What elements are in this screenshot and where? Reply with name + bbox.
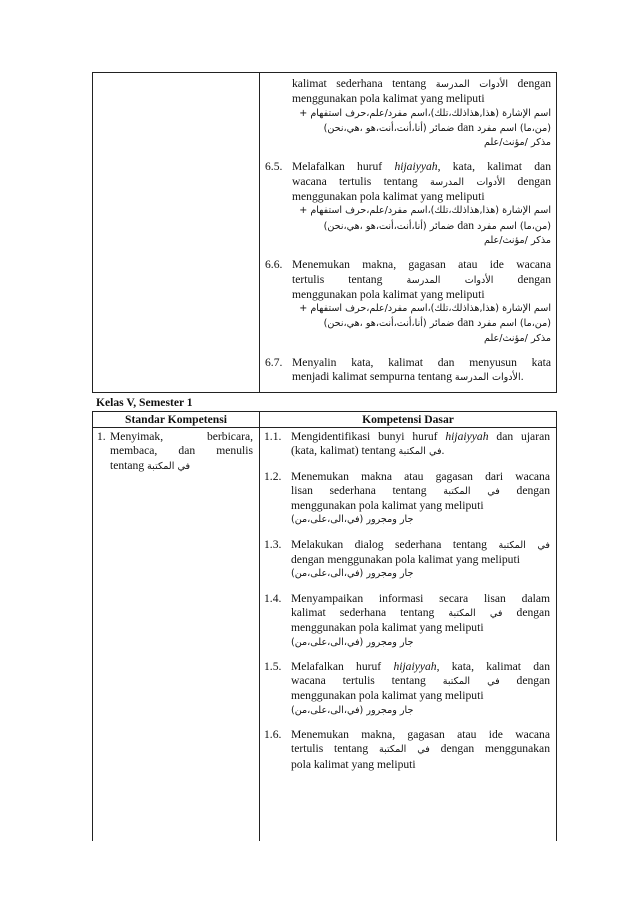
arabic-line: جار ومجرور (في،الى،على،من) — [291, 704, 414, 716]
text-line: Menyalin kata, kalimat dan menyusun kata — [292, 356, 551, 370]
text-segment: kalimat sederhana tentang — [291, 605, 435, 619]
text-line — [292, 175, 551, 190]
kd-item-6-5 — [265, 160, 551, 248]
text-line: membaca, dan menulis — [110, 444, 253, 458]
item-number: 6.5. — [265, 160, 283, 174]
sk-item-1 — [97, 430, 253, 474]
arabic-term: في المكتبة — [398, 446, 442, 458]
item-number: 6.6. — [265, 258, 283, 272]
text-line — [292, 77, 551, 92]
text-line — [291, 742, 550, 757]
kd-item-6-7 — [265, 356, 551, 386]
text-line — [292, 160, 551, 174]
text-segment: dengan — [517, 272, 551, 286]
text-segment: dengan — [517, 77, 552, 90]
arabic-line: مذكر /مؤنث/علم — [483, 332, 551, 344]
dan-word: dan — [457, 218, 475, 232]
arabic-term: الأدوات المدرسة — [430, 176, 506, 188]
curriculum-table — [92, 411, 557, 841]
item-number: 1.1. — [264, 430, 282, 443]
text-line — [291, 606, 550, 621]
text-segment: , kata, kalimat dan — [436, 659, 550, 673]
item-number: 1.4. — [264, 591, 282, 605]
text-line: pola kalimat yang meliputi — [291, 757, 416, 771]
column-header-kompetensi-dasar: Kompetensi Dasar — [362, 413, 454, 426]
text-line: menggunakan pola kalimat yang meliputi — [292, 287, 485, 301]
text-line: dengan menggunakan pola kalimat yang meliputi — [291, 553, 520, 567]
text-line: Menyampaikan informasi secara lisan dalam — [291, 591, 550, 605]
text-line — [291, 444, 550, 459]
arabic-segment: ضمائر (أنا،أنت،أنت،هو ،هي،نحن) — [323, 122, 455, 134]
kd-item-1-2 — [264, 470, 550, 528]
arabic-term: الأدوات المدرسة — [454, 372, 521, 384]
text-line — [291, 484, 550, 499]
text-segment: . — [441, 444, 445, 458]
arabic-line: جار ومجرور (في،الى،على،من) — [291, 514, 414, 526]
text-line: Menyimak, berbicara, — [110, 430, 253, 443]
section-title: Kelas V, Semester 1 — [96, 396, 193, 409]
kd-item-1-5 — [264, 660, 550, 718]
kompetensi-dasar-cell — [260, 73, 556, 396]
arabic-line: اسم الإشارة (هذا,هذاذلك،تلك)،اسم مفرد/علم،حرف استفهام + — [299, 205, 551, 217]
kd-item-6-6 — [265, 258, 551, 346]
text-segment: tertulis tentang — [291, 742, 369, 756]
column-divider — [259, 412, 260, 841]
text-line: Menemukan makna, gagasan atau ide wacana — [292, 258, 551, 272]
text-segment: dengan — [516, 483, 550, 497]
arabic-line — [292, 219, 551, 234]
arabic-line: جار ومجرور (في،الى،على،من) — [291, 568, 414, 580]
column-header-standar-kompetensi: Standar Kompetensi — [125, 413, 227, 426]
text-line: Menemukan makna, gagasan atau ide wacana — [291, 728, 550, 742]
text-segment: dengan menggunakan — [440, 742, 550, 756]
text-segment: Mengidentifikasi bunyi huruf — [291, 430, 438, 443]
kd-item-1-3 — [264, 538, 550, 582]
text-segment: dengan — [516, 605, 550, 619]
text-segment: wacana tertulis tentang — [291, 674, 426, 688]
item-number: 1.3. — [264, 537, 282, 551]
text-segment: tentang — [110, 458, 145, 472]
text-segment: Melafalkan huruf — [292, 160, 383, 174]
text-segment: lisan sederhana tentang — [291, 483, 427, 497]
curriculum-table-continued — [92, 72, 557, 393]
text-line — [291, 674, 550, 689]
arabic-line: جار ومجرور (في،الى،على،من) — [291, 636, 414, 648]
dan-word: dan — [457, 316, 475, 330]
italic-term: hijaiyyah — [393, 659, 437, 673]
kd-item-1-6 — [264, 728, 550, 772]
italic-term: hijaiyyah — [445, 430, 489, 443]
item-number: 1.6. — [264, 728, 282, 742]
text-segment: (kata, kalimat) tentang — [291, 444, 396, 458]
kd-item-1-4 — [264, 592, 550, 650]
kd-item-1-1 — [264, 430, 550, 460]
text-line — [291, 430, 550, 444]
arabic-term: في المكتبة — [378, 744, 430, 756]
text-line — [110, 459, 253, 474]
text-segment: dengan — [517, 174, 551, 188]
continuation-item — [292, 77, 551, 150]
arabic-segment: ضمائر (أنا،أنت،أنت،هو ،هي،نحن) — [323, 318, 455, 330]
arabic-line: مذكر /مؤنث/علم — [483, 234, 551, 246]
text-segment: , kata, kalimat dan — [437, 160, 551, 174]
arabic-term: الأدوات المدرسة — [406, 274, 494, 286]
arabic-term: في المكتبة — [443, 485, 500, 497]
arabic-term: في المكتبة — [442, 676, 500, 688]
arabic-line: اسم الإشارة (هذا,هذاذلك،تلك)،اسم مفرد/علم،حرف استفهام + — [299, 303, 551, 315]
item-number: 1.2. — [264, 469, 282, 483]
item-number: 1.5. — [264, 659, 282, 673]
text-segment: kalimat sederhana tentang — [292, 77, 427, 90]
item-number: 1. — [97, 430, 106, 443]
arabic-term: في المكتبة — [448, 607, 503, 619]
text-line — [292, 370, 551, 385]
text-segment: wacana tertulis tentang — [292, 174, 418, 188]
arabic-segment: ضمائر (أنا،أنت،أنت،هو ،هي،نحن) — [323, 220, 455, 232]
text-segment: dan ujaran — [496, 430, 551, 443]
text-line: Menemukan makna atau gagasan dari wacana — [291, 469, 550, 483]
arabic-segment: (من،ما) اسم مفرد — [477, 220, 551, 232]
text-segment: Melafalkan huruf — [291, 659, 382, 673]
arabic-line: مذكر /مؤنث/علم — [483, 137, 551, 149]
text-line: menggunakan pola kalimat yang meliputi — [291, 689, 484, 703]
text-segment: tertulis tentang — [292, 272, 383, 286]
arabic-term: في المكتبة — [147, 460, 191, 472]
arabic-line — [292, 316, 551, 331]
text-line — [291, 538, 550, 553]
dan-word: dan — [457, 120, 475, 134]
header-divider — [93, 427, 556, 428]
arabic-term: في المكتبة — [498, 539, 551, 551]
text-line — [292, 273, 551, 288]
kompetensi-dasar-cell — [264, 430, 550, 782]
arabic-line: اسم الإشارة (هذا,هذاذلك،تلك)،اسم مفرد/علم،حرف استفهام + — [299, 107, 551, 119]
arabic-segment: (من،ما) اسم مفرد — [477, 318, 551, 330]
text-segment: . — [520, 370, 524, 384]
text-line: menggunakan pola kalimat yang meliputi — [291, 499, 484, 513]
text-segment: menjadi kalimat sempurna tentang — [292, 370, 453, 384]
text-line — [291, 660, 550, 674]
italic-term: hijaiyyah — [394, 160, 438, 174]
arabic-term: الأدوات المدرسة — [435, 79, 509, 90]
text-line: menggunakan pola kalimat yang meliputi — [291, 621, 484, 635]
text-line: menggunakan pola kalimat yang meliputi — [292, 190, 485, 204]
item-number: 6.7. — [265, 356, 283, 370]
text-segment: dengan — [516, 674, 551, 688]
text-segment: Melakukan dialog sederhana tentang — [291, 537, 487, 551]
arabic-line — [292, 121, 551, 136]
standar-kompetensi-cell — [97, 430, 253, 484]
arabic-segment: (من،ما) اسم مفرد — [477, 122, 551, 134]
text-line: menggunakan pola kalimat yang meliputi — [292, 92, 485, 106]
